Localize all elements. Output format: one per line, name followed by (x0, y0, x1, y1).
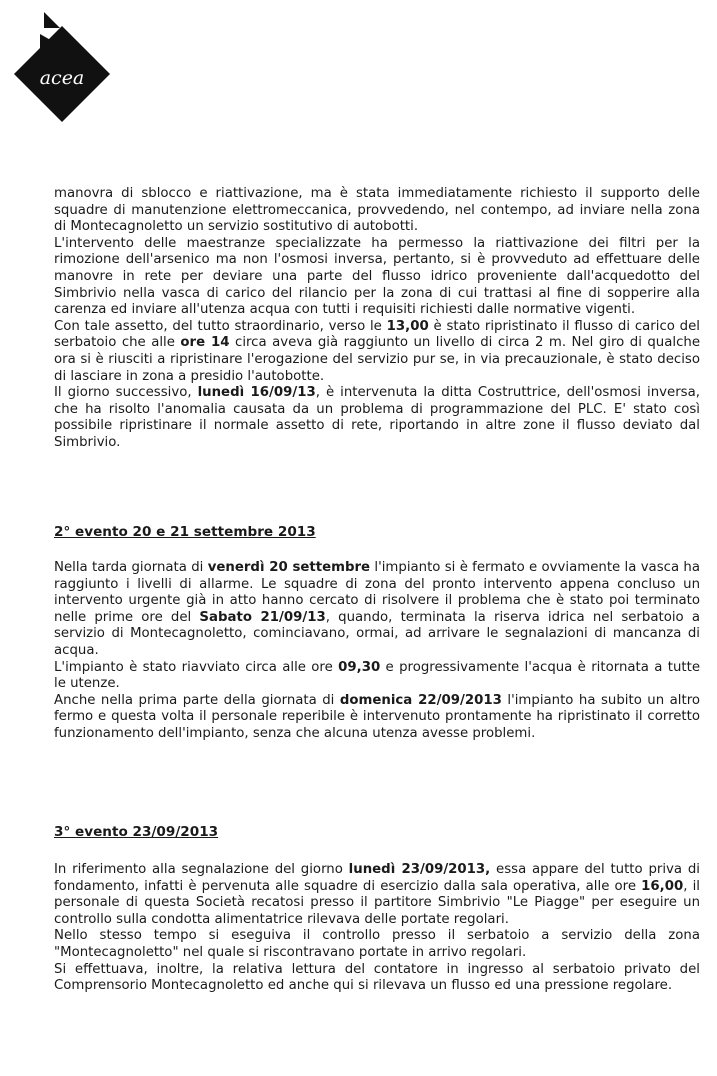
bold-text: ore 14 (180, 335, 230, 351)
paragraph (54, 560, 700, 660)
paragraph (54, 236, 700, 319)
paragraph (54, 862, 700, 928)
bold-text: 16,00 (641, 878, 684, 894)
paragraph (54, 186, 700, 236)
bold-text: Sabato 21/09/13 (199, 609, 326, 625)
text-run: Nella tarda giornata di (54, 560, 208, 575)
text-run: L'impianto è stato riavviato circa alle ore (54, 659, 339, 675)
bold-text: 09,30 (338, 659, 381, 675)
paragraph (54, 319, 700, 385)
bold-text: venerdì 20 settembre (207, 560, 371, 575)
paragraph (54, 385, 700, 451)
bold-text: 13,00 (386, 318, 429, 334)
heading-event-3: 3° evento 23/09/2013 (54, 824, 219, 840)
text-run: Si effettuava, inoltre, la relativa lettura del contatore in ingresso al serbatoio privato del Comprensorio Montecagnoletto ed anche qui si rilevava un flusso ed una pressione regolare. (54, 961, 700, 994)
paragraph (54, 660, 700, 693)
text-run: è stato ripristinato il flusso di carico del serbatoio che alle (54, 318, 700, 351)
text-run: L'intervento delle maestranze specializzate ha permesso la riattivazione dei filtri per la rimozione dell'arsenico ma non l'osmosi inversa, pertanto, si è provveduto ad effettuare delle manovre in rete per deviare una parte del flusso idrico proveniente dall'acquedotto del Simbrivio nella vasca di carico del rilancio per la zona di cui trattasi al fine di sopperire alla carenza ed inviare all'utenza acqua con tutti i requisiti richiesti dalle normative vigenti. (54, 235, 700, 318)
text-run: Anche nella prima parte della giornata di (54, 692, 340, 708)
paragraph (54, 693, 700, 743)
text-run: circa aveva già raggiunto un livello di circa 2 m. Nel giro di qualche ora si è riusciti a ripristinare l'erogazione del servizio pur se, in via precauzionale, è stato deciso di lasciare in zona a presidio l'autobotte. (54, 335, 700, 384)
bold-text: domenica 22/09/2013 (339, 692, 502, 708)
text-run: e progressivamente l'acqua è ritornata a tutte le utenze. (54, 659, 700, 692)
text-run: In riferimento alla segnalazione del giorno (54, 862, 349, 877)
section-3-body (54, 862, 700, 995)
text-run: manovra di sblocco e riattivazione, ma è stata immediatamente richiesto il supporto delle squadre di manutenzione elettromeccanica, provvedendo, nel contempo, ad inviare nella zona di Montecagnoletto un servizio sostitutivo di autobotti. (54, 186, 700, 235)
logo-text: acea (39, 67, 85, 89)
text-run: Con tale assetto, del tutto straordinario, verso le (54, 318, 387, 334)
paragraph (54, 928, 700, 961)
section-2-body (54, 560, 700, 743)
heading-event-2: 2° evento 20 e 21 settembre 2013 (54, 524, 316, 540)
acea-logo-mark (4, 6, 120, 122)
section-1-body (54, 186, 700, 452)
text-run: , è intervenuta la ditta Costruttrice, dell'osmosi inversa, che ha risolto l'anomalia causata da un problema di programmazione del PLC. E' stato così possibile ripristinare il normale assetto di rete, riportando in altre zone il flusso deviato dal Simbrivio. (54, 385, 700, 450)
text-run: l'impianto ha subito un altro fermo e questa volta il personale reperibile è intervenuto prontamente ha ripristinato il corretto funzionamento dell'impianto, senza che alcuna utenza avesse problemi. (54, 692, 701, 741)
bold-text: lunedì 23/09/2013, (348, 862, 491, 877)
text-run: Il giorno successivo, (54, 385, 198, 401)
text-run: l'impianto si è fermato e ovviamente la vasca ha raggiunto i livelli di allarme. Le squadre di zona del pronto intervento appena concluso un intervento urgente già in atto hanno cercato di risolvere il problema che è stato poi terminato nelle prime ore del (54, 560, 700, 625)
paragraph (54, 962, 700, 995)
text-run: Nello stesso tempo si eseguiva il controllo presso il serbatoio a servizio della zona "Montecagnoletto" nel quale si riscontravano portate in arrivo regolari. (54, 928, 700, 960)
text-run: , il personale di questa Società recatosi presso il partitore Simbrivio "Le Piagge" per eseguire un controllo sulla condotta alimentatrice rilevava delle portate regolari. (54, 878, 700, 927)
text-run: , quando, terminata la riserva idrica nel serbatoio a servizio di Montecagnoletto, cominciavano, ormai, ad arrivare le segnalazioni di mancanza di acqua. (54, 609, 700, 658)
bold-text: lunedì 16/09/13 (197, 385, 316, 401)
text-run: essa appare del tutto priva di fondamento, infatti è pervenuta alle squadre di esercizio dalla sala operativa, alle ore (54, 862, 700, 894)
acea-logo (4, 6, 120, 122)
